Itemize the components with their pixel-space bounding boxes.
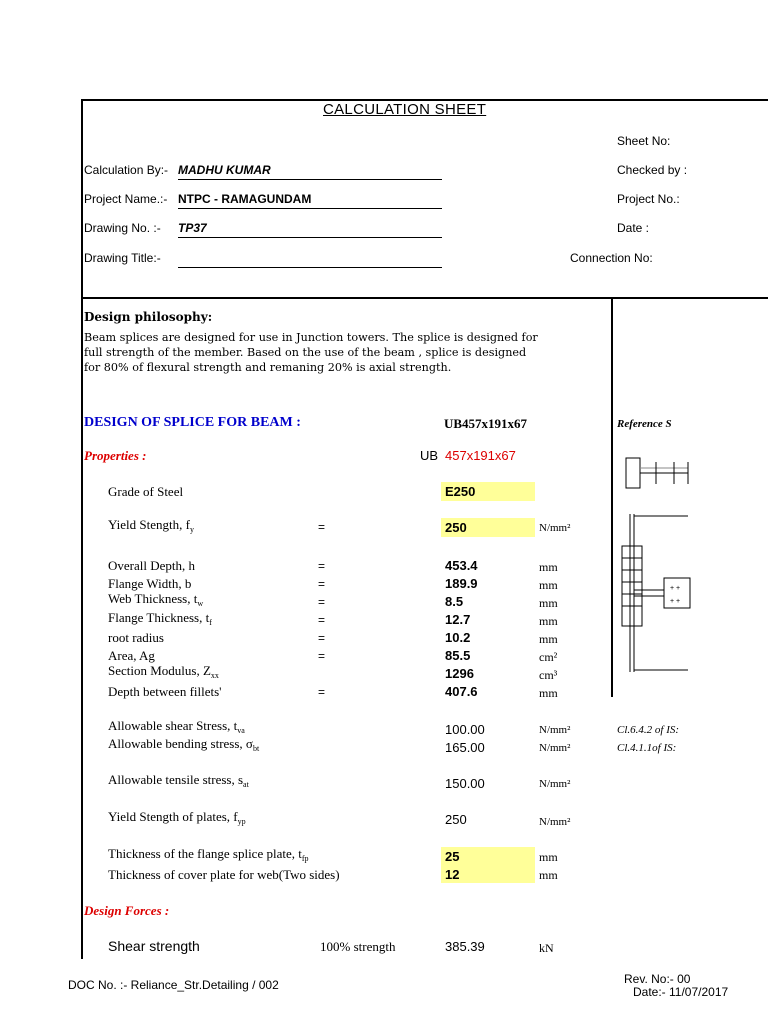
yield-label-sub: y bbox=[189, 525, 194, 534]
fillets-label: Depth between fillets' bbox=[108, 684, 222, 699]
web-thk-eq: = bbox=[318, 595, 326, 609]
svg-text:+ +: + + bbox=[670, 585, 681, 592]
shear-stress-unit: N/mm² bbox=[539, 724, 571, 736]
bending-stress-label-sub: bt bbox=[252, 744, 260, 753]
shear-stress-label-sub: va bbox=[237, 726, 245, 735]
footer-doc-no: DOC No. :- Reliance_Str.Detailing / 002 bbox=[68, 978, 279, 992]
connection-no-label: Connection No: bbox=[570, 251, 653, 265]
flange-plate-value: 25 bbox=[445, 849, 460, 864]
tensile-stress-label-text: Allowable tensile stress, s bbox=[108, 772, 244, 787]
ub-prefix: UB bbox=[420, 448, 439, 463]
philosophy-line-1: Beam splices are designed for use in Junction towers. The splice is designed for bbox=[84, 331, 538, 344]
root-label: root radius bbox=[108, 630, 164, 645]
web-thk-label-text: Web Thickness, t bbox=[108, 591, 198, 606]
cover-plate-label: Thickness of cover plate for web(Two sides) bbox=[108, 867, 340, 882]
shear-stress-label bbox=[108, 718, 245, 735]
modulus-label-sub: xx bbox=[210, 671, 219, 680]
page-title: CALCULATION SHEET bbox=[323, 101, 487, 118]
root-unit: mm bbox=[539, 632, 558, 646]
bending-stress-ref: Cl.4.1.1of IS: bbox=[617, 742, 677, 754]
shear-stress-ref: Cl.6.4.2 of IS: bbox=[617, 724, 680, 736]
yield-label-text: Yield Stength, f bbox=[108, 517, 190, 532]
reference-label: Reference S bbox=[617, 418, 672, 430]
plates-yield-label bbox=[108, 809, 246, 826]
plates-yield-value: 250 bbox=[445, 812, 467, 827]
frame-left-border bbox=[81, 99, 83, 959]
plates-yield-unit: N/mm² bbox=[539, 816, 571, 828]
flange-thk-label-text: Flange Thickness, t bbox=[108, 610, 210, 625]
project-name-value bbox=[178, 192, 442, 209]
reference-sketch bbox=[612, 440, 768, 700]
depth-unit: mm bbox=[539, 560, 558, 574]
area-eq: = bbox=[318, 649, 326, 663]
root-value: 10.2 bbox=[445, 630, 471, 645]
flange-plate-label bbox=[108, 846, 309, 863]
drawing-no-label: Drawing No. :- bbox=[84, 221, 161, 235]
yield-label bbox=[108, 517, 194, 534]
drawing-title-label: Drawing Title:- bbox=[84, 251, 161, 265]
flange-plate-label-sub: fp bbox=[301, 854, 309, 863]
flange-width-unit: mm bbox=[539, 578, 558, 592]
calc-by-label: Calculation By:- bbox=[84, 163, 169, 177]
frame-header-divider bbox=[81, 297, 768, 299]
philosophy-line-3: for 80% of flexural strength and remaning 20% is axial strength. bbox=[84, 361, 452, 374]
drawing-no-value bbox=[178, 221, 442, 238]
cover-plate-unit: mm bbox=[539, 868, 558, 882]
yield-unit: N/mm² bbox=[539, 522, 571, 534]
web-thk-label-sub: w bbox=[197, 599, 204, 608]
drawing-title-value bbox=[178, 251, 442, 268]
project-name-text: NTPC - RAMAGUNDAM bbox=[178, 192, 312, 206]
shear-strength-value: 385.39 bbox=[445, 939, 485, 954]
flange-thk-eq: = bbox=[318, 613, 326, 627]
depth-label: Overall Depth, h bbox=[108, 558, 196, 573]
area-unit: cm² bbox=[539, 650, 558, 664]
depth-value: 453.4 bbox=[445, 558, 478, 573]
bending-stress-label bbox=[108, 736, 259, 753]
modulus-label-text: Section Modulus, Z bbox=[108, 663, 211, 678]
sheet-no-label: Sheet No: bbox=[617, 134, 671, 148]
bending-stress-value: 165.00 bbox=[445, 740, 485, 755]
tensile-stress-value: 150.00 bbox=[445, 776, 485, 791]
fillets-value: 407.6 bbox=[445, 684, 478, 699]
flange-thk-unit: mm bbox=[539, 614, 558, 628]
web-thk-unit: mm bbox=[539, 596, 558, 610]
plates-yield-label-text: Yield Stength of plates, f bbox=[108, 809, 238, 824]
beam-section: UB457x191x67 bbox=[444, 416, 528, 431]
svg-text:+ +: + + bbox=[670, 598, 681, 605]
date-label: Date : bbox=[617, 221, 650, 235]
depth-eq: = bbox=[318, 559, 326, 573]
checked-by-label: Checked by : bbox=[617, 163, 688, 177]
flange-thk-label-sub: f bbox=[209, 618, 212, 627]
modulus-label bbox=[108, 663, 219, 680]
calc-by-value bbox=[178, 163, 442, 180]
shear-stress-value: 100.00 bbox=[445, 722, 485, 737]
flange-width-label: Flange Width, b bbox=[108, 576, 192, 591]
design-heading: DESIGN OF SPLICE FOR BEAM : bbox=[84, 415, 301, 430]
flange-thk-value: 12.7 bbox=[445, 612, 471, 627]
shear-stress-label-text: Allowable shear Stress, t bbox=[108, 718, 238, 733]
flange-width-eq: = bbox=[318, 577, 326, 591]
design-forces-heading: Design Forces : bbox=[84, 903, 170, 918]
grade-label: Grade of Steel bbox=[108, 484, 184, 499]
area-label: Area, Ag bbox=[108, 648, 155, 663]
tensile-stress-label-sub: at bbox=[243, 780, 249, 789]
grade-value: E250 bbox=[445, 484, 476, 499]
web-thk-label bbox=[108, 591, 203, 608]
philosophy-heading: Design philosophy: bbox=[84, 310, 213, 324]
flange-plate-unit: mm bbox=[539, 850, 558, 864]
calc-by-text: MADHU KUMAR bbox=[178, 163, 271, 177]
flange-thk-label bbox=[108, 610, 212, 627]
tensile-stress-unit: N/mm² bbox=[539, 778, 571, 790]
yield-value: 250 bbox=[445, 520, 467, 535]
tensile-stress-label bbox=[108, 772, 249, 789]
modulus-value: 1296 bbox=[445, 666, 474, 681]
shear-strength-pct: 100% strength bbox=[320, 939, 396, 954]
bending-stress-label-text: Allowable bending stress, σ bbox=[108, 736, 253, 751]
properties-label: Properties : bbox=[84, 448, 147, 463]
cover-plate-value: 12 bbox=[445, 867, 460, 882]
ub-section-red: 457x191x67 bbox=[445, 448, 516, 463]
fillets-unit: mm bbox=[539, 686, 558, 700]
web-thk-value: 8.5 bbox=[445, 594, 464, 609]
drawing-no-text: TP37 bbox=[178, 221, 207, 235]
bending-stress-unit: N/mm² bbox=[539, 742, 571, 754]
modulus-unit: cm³ bbox=[539, 668, 558, 682]
area-value: 85.5 bbox=[445, 648, 471, 663]
plates-yield-label-sub: yp bbox=[237, 817, 246, 826]
footer-rev-no: Rev. No:- 00 bbox=[624, 972, 691, 986]
project-no-label: Project No.: bbox=[617, 192, 680, 206]
root-eq: = bbox=[318, 631, 326, 645]
flange-width-value: 189.9 bbox=[445, 576, 478, 591]
philosophy-line-2: full strength of the member. Based on the use of the beam , splice is designed bbox=[84, 346, 527, 359]
footer-date: Date:- 11/07/2017 bbox=[633, 985, 729, 999]
shear-strength-unit: kN bbox=[539, 941, 554, 955]
project-name-label: Project Name.:- bbox=[84, 192, 168, 206]
fillets-eq: = bbox=[318, 685, 326, 699]
shear-strength-label: Shear strength bbox=[108, 938, 200, 954]
yield-eq: = bbox=[318, 520, 326, 534]
flange-plate-label-text: Thickness of the flange splice plate, t bbox=[108, 846, 302, 861]
